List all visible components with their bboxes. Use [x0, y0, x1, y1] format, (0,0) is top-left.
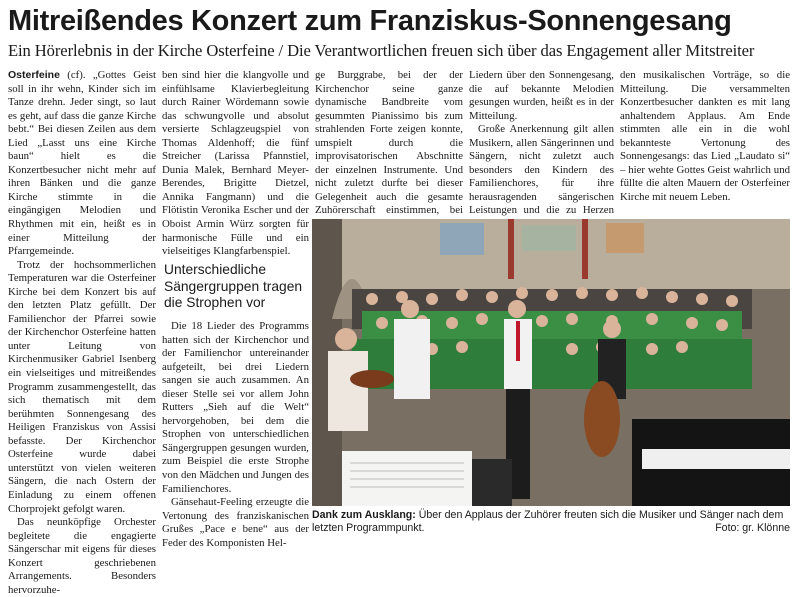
- paragraph: Liedern über den Sonnengesang, die auf bekannte Melodien gesungen wurden, heißt es in der Mitteilung.: [469, 69, 614, 122]
- text-column-1: [8, 69, 156, 597]
- paragraph: ge Burggrabe, bei der der Kirchenchor seine ganze dynamische Bandbreite vom gesummten Pianissimo bis zum strahlenden Forte zeigen konnte, umspielt durch die improvisatorischen Abschnitte der einzelnen Instrumente. Und nicht zuletzt durfte bei dieser Gelegenheit auch die gesamte Zuhörerschaft einstimmen, bei: [315, 69, 463, 217]
- paragraph: Große Anerkennung gilt allen Musikern, allen Sängerinnen und Sängern, nicht zuletzt auch besonders den Kindern des Familienchores, für ihre herausragenden sängerischen Leistungen und die zu Herzen: [469, 123, 614, 217]
- stained-glass-window: [440, 223, 484, 255]
- text-column-2-continued: [162, 320, 309, 550]
- text-column-4: [469, 69, 614, 232]
- paragraph: ben sind hier die klangvolle und einfühlsame Klavierbegleitung durch Rainer Wördemann sowie das schwungvolle und absolut versierte Schlagzeugspiel von Thomas Aldenhoff; die fünf Streicher (Larissa Pfannstiel, Dunia Malek, Bernhard Meyer-Berendes, Brigitte Dietzel, Annika Fangmann) und die Flötistin Veronika Escher und der Oboist Armin Würz sorgten für harmonische Fülle und ein vielseitiges Klangfarbenspiel.: [162, 69, 309, 258]
- text-column-2: [162, 69, 309, 259]
- caption-text: Über den Applaus der Zuhörer freuten sich die Musiker und Sänger nach dem letzten Programmpunkt.: [312, 509, 784, 534]
- concert-photo-illustration: [312, 219, 790, 506]
- stained-glass-window: [522, 225, 576, 251]
- text-column-3: [315, 69, 463, 232]
- concert-photo: [312, 219, 790, 506]
- piano: [632, 419, 790, 506]
- paragraph: Das neunköpfige Orchester begleitete die engagierte Sängerschar mit eigens für dieses Konzert geschriebenen Arrangements. Besonders hervorzuhe-: [8, 516, 156, 596]
- paragraph: Trotz der hochsommerlichen Temperaturen war die Osterfeiner Kirche bei dem Konzert bis auf den letzten Platz gefüllt. Der Familienchor der Pfarrei sowie der Kirchenchor Osterfeine hatten unter Leitung von Kirchenmusiker Gabriel Isenberg ein vielseitiges und mitreißendes Programm zusammengestellt, das sich thematisch mit dem berühmten Sonnengesang des Heiligen Franziskus von Assisi befasste. Der Kirchenchor Osterfeine wurde dabei unterstützt von vielen weiteren Sängern, die nach Ostern der Einladung zu einem offenen Chorprojekt gefolgt waren.: [8, 258, 156, 515]
- caption-lead: Dank zum Ausklang:: [312, 509, 416, 521]
- section-heading: Unterschiedliche Sängergruppen tragen die Strophen vor: [164, 262, 303, 310]
- sheet-music: [342, 451, 472, 506]
- dateline: Osterfeine: [8, 69, 60, 81]
- article-headline: Mitreißendes Konzert zum Franziskus-Sonnengesang: [8, 5, 732, 37]
- paragraph: den musikalischen Vorträge, so die Mitteilung. Die versammelten Konzertbesucher dankten es mit lang anhaltendem Applaus. Am Ende stimmten alle ein in die wohl bekannteste Vertonung des Sonnengesangs: das Lied „Laudato si“ – hier wehte Gottes Geist wahrlich und füllte die alten Mauern der Osterfeiner Kirche mit neuem Leben.: [620, 69, 790, 203]
- photo-credit: Foto: gr. Klönne: [715, 522, 790, 534]
- paragraph: [8, 69, 156, 259]
- paragraph: Die 18 Lieder des Programms hatten sich der Kirchenchor und der Familienchor untereinander aufgeteilt, bei drei Liedern sangen sie auch zusammen. An dieser Stelle sei vor allem John Rutters „Sieh auf die Welt“ hervorgehoben, bei dem die Strophen von unterschiedlichen Sängergruppen gesungen wurden, zum Beispiel die erste Strophe von den Mädchen und Jungen des Familienchores.: [162, 320, 309, 495]
- paragraph: Gänsehaut-Feeling erzeugte die Vertonung des franziskanischen Grußes „Pace e bene“ aus der Feder des Komponisten Hel-: [162, 496, 309, 549]
- text-column-5: [620, 69, 790, 204]
- stained-glass-window: [606, 223, 644, 253]
- article-subheadline: Ein Hörerlebnis in der Kirche Osterfeine / Die Verantwortlichen freuen sich über das Engagement aller Mitstreiter: [8, 41, 755, 60]
- paragraph-text: (cf). „Gottes Geist soll in ihr wehn, Kinder sich im Tanze drehn. Jeder singt, so laut es geht, auf dass die ganze Kirche bebt.“ Bei diesen Zeilen aus dem Lied „Lasst uns eine Kirche baun“ hielt es die Konzertbesucher nicht mehr auf ihren Bänken und die ganze Kirche stimmte in die eingängigen Melodien und Rhythmen mit ein, heißt es in einer Mitteilung der Pfarrgemeinde.: [8, 69, 156, 258]
